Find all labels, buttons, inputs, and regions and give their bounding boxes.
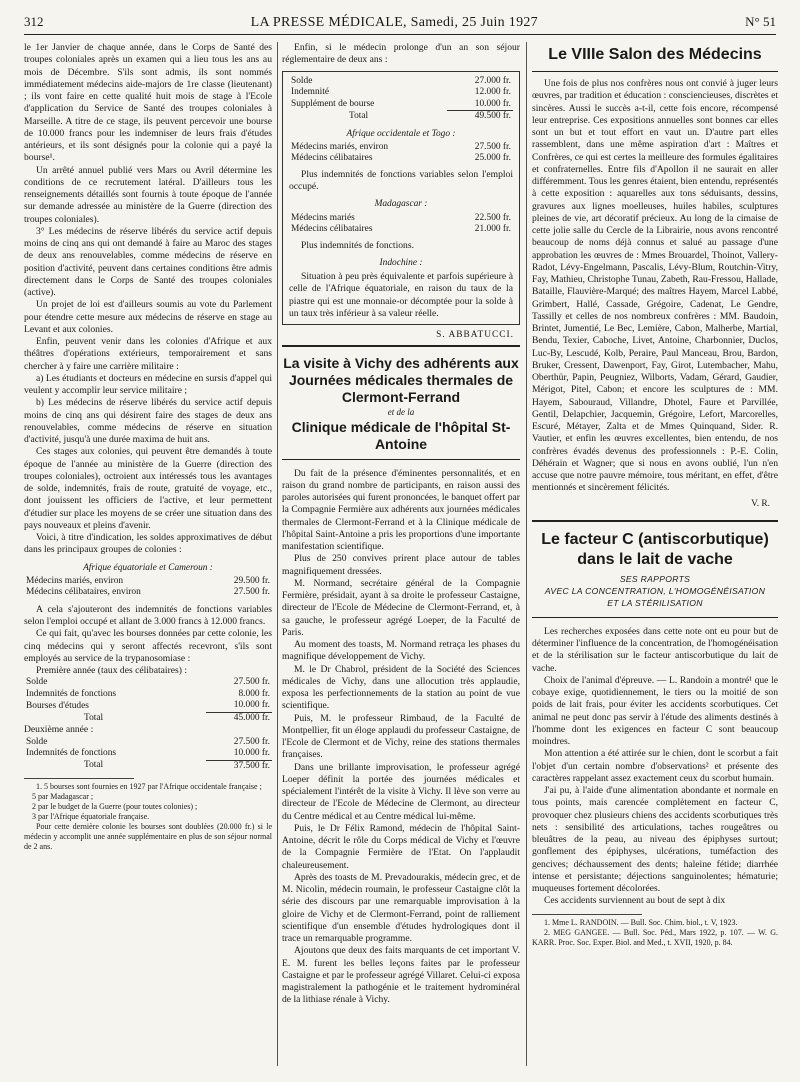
- row-value: 27.500 fr.: [233, 736, 270, 747]
- article-subtitle-line: SES RAPPORTS: [619, 573, 691, 584]
- paragraph: b) Les médecins de réserve libérés du service actif depuis moins de cinq ans qui désirent faire des stages de deux ans renouvelables, comme médecins de réserve en situation d'activité, jusqu'à une durée maxima de huit ans.: [24, 397, 272, 445]
- row-label: Indemnités de fonctions: [26, 748, 117, 759]
- paragraph: Au moment des toasts, M. Normand retraça les phases du magnifique développement de Vichy.: [282, 639, 520, 663]
- row-value: 12.000 fr.: [474, 87, 511, 97]
- table-title: Madagascar :: [374, 199, 428, 210]
- paragraph: a) Les étudiants et docteurs en médecine en sursis d'appel qui veulent y accomplir leur service militaire ;: [24, 372, 272, 396]
- table-row: [24, 748, 272, 760]
- footnote: 1. 5 bourses sont fournies en 1927 par l'Afrique occidentale française ;: [36, 782, 262, 791]
- paragraph: Choix de l'animal d'épreuve. — L. Randoin a montré¹ que le cobaye exige, quotidiennement, le tiers ou la moitié de son poids de lait frais, pour éviter les accidents scorbutiques. Cet animal ne peut donc pas servir à l'étude des aliments destinés à l'homme dont les exigences en facteur C sont beaucoup moindres.: [532, 674, 778, 747]
- total-label: Total: [84, 760, 104, 771]
- table-row: [24, 700, 272, 712]
- year2-label: Deuxième année :: [24, 724, 94, 736]
- paragraph: Dans une brillante improvisation, le professeur agrégé Loeper définit la portée des journées médicales et spécialement l'intérêt de la visite à Vichy. Il lève son verre au directeur de l'Ecole de Médecine de Clermont, au directeur du Centre médical et au Centre médical lui-même.: [282, 761, 520, 822]
- footnote: 1. Mme L. RANDOIN. — Bull. Soc. Chim. biol., t. V, 1923.: [544, 917, 738, 927]
- footnote: 3 par l'Afrique équatoriale française.: [32, 812, 150, 821]
- paragraph: Ces stages aux colonies, qui peuvent être demandés à toute époque de l'année au ministère de la Guerre (direction des troupes coloniales), octroient aux intéressés tous les avantages de solde, indemnités, frais de route, gratuité de voyage, etc., dont jouissent les officiers de l'active, et leur permettent d'étudier sur place les moyens de se créer une situation dans des pays nouveaux et pleins d'avenir.: [24, 446, 272, 531]
- article-title: Le facteur C (antiscorbutique) dans le lait de vache: [541, 530, 769, 568]
- paragraph: Mon attention a été attirée sur le chien, dont le scorbut a fait l'objet d'un certain nombre d'observations² et présente des caractères rappelant assez exactement ceux du scorbut humain.: [532, 748, 778, 784]
- row-value: 27.500 fr.: [233, 587, 270, 598]
- footnote-rule: [24, 778, 134, 779]
- column-divider: [526, 42, 527, 1066]
- paragraph: Un projet de loi est d'ailleurs soumis au vote du Parlement pour étendre cette mesure aux médecins de réserve en stage au Levant et aux colonies.: [24, 299, 272, 335]
- divider: [532, 617, 778, 618]
- table-row: [289, 99, 513, 111]
- salary-table-extension: [289, 76, 513, 123]
- total-value: 45.000 fr.: [206, 712, 272, 724]
- paragraph: Un arrêté annuel publié vers Mars ou Avril détermine les conditions de ce recrutement latéral. D'ailleurs tous les renseignements détaillés sont fournis à toute époque de l'année sur demande adressée au ministère de la Guerre (direction des troupes coloniales).: [24, 164, 272, 225]
- table-row: [24, 576, 272, 588]
- paragraph: Enfin, si le médecin prolonge d'un an son séjour réglementaire de deux ans :: [282, 42, 520, 66]
- salary-box: [282, 71, 520, 326]
- table-row: [24, 677, 272, 689]
- row-label: Médecins célibataires: [291, 153, 373, 164]
- article-title: La visite à Vichy des adhérents aux Journées médicales thermales de Clermont-Ferrand: [283, 355, 519, 406]
- paragraph: M. Normand, secrétaire général de la Compagnie Fermière, présidait, ayant à sa droite le professeur Castaigne, directeur de l'Ecole de Médecine de Clermont-Ferrand, et, à sa gauche, le professeur agrégé Loeper, de la Faculté de Paris.: [282, 577, 520, 638]
- paragraph: Ajoutons que deux des faits marquants de cet important V. E. M. furent les belles leçons faites par le professeur Castaigne et par le professeur agrégé Villaret. Celui-ci exposa magistralement la pathogénie et le traitement hydrominéral de la lithiase rénale à Vichy.: [282, 945, 520, 1006]
- article-subtitle-line: ET LA STÉRILISATION: [607, 597, 703, 608]
- article-subtitle-line: AVEC LA CONCENTRATION, L'HOMOGÉNÉISATION: [544, 585, 766, 596]
- paragraph: 3° Les médecins de réserve libérés du service actif depuis moins de cinq ans qui ont demandé à faire au Maroc des stages de deux ans renouvelables, comme médecins de réserve en position d'activité, peuvent dans certaines conditions être admis directement dans le Corps de Santé des troupes coloniales (active).: [24, 225, 272, 298]
- table-row: [289, 224, 513, 236]
- row-value: 25.000 fr.: [474, 153, 511, 164]
- row-value: 8.000 fr.: [238, 688, 270, 699]
- paragraph: Voici, à titre d'indication, les soldes approximatives de début dans les principaux groupes de colonies :: [24, 532, 272, 556]
- page-number: 312: [24, 14, 44, 29]
- row-value: 10.000 fr.: [233, 748, 270, 758]
- paragraph: Puis, le Dr Félix Ramond, médecin de l'hôpital Saint-Antoine, décrit le rôle du Corps médical de Vichy et l'œuvre de la Compagnie Fermière de l'Etat. On l'applaudit chaleureusement.: [282, 822, 520, 871]
- total-row: [24, 712, 272, 724]
- total-label: Total: [349, 110, 369, 121]
- facteur-article-heading: [532, 520, 778, 609]
- row-value: 27.000 fr.: [474, 75, 511, 86]
- row-label: Médecins mariés: [291, 212, 355, 223]
- row-value: 27.500 fr.: [233, 677, 270, 688]
- row-label: Médecins célibataires: [291, 224, 373, 234]
- table-row: [24, 587, 272, 599]
- table-row: [289, 153, 513, 165]
- table-title: Indochine :: [379, 257, 423, 268]
- paragraph: Plus de 250 convives prirent place autour de tables magnifiquement dressées.: [282, 553, 520, 577]
- footnote: Pour cette dernière colonie les bourses sont doublées (20.000 fr.) si le médecin y accomplit une année supplémentaire en plus de son séjour normal de 2 ans.: [24, 822, 272, 851]
- salary-table-year2: [24, 737, 272, 773]
- row-value: 27.500 fr.: [474, 141, 511, 152]
- paragraph: Les recherches exposées dans cette note ont eu pour but de déterminer l'influence de la concentration, de l'homogénéisation et de la stérilisation sur le facteur antiscorbutique du lait de vache.: [532, 625, 778, 674]
- page-header: [24, 14, 776, 35]
- row-label: Bourses d'études: [26, 700, 89, 711]
- total-label: Total: [84, 712, 104, 723]
- paragraph: le 1er Janvier de chaque année, dans le Corps de Santé des troupes coloniales après un examen qui a lieu tous les ans au mois de Décembre. S'ils sont admis, ils sont nommés immédiatement médecins aide-majors de 1re classe (lieutenant) ; ils vont faire en cette qualité huit mois de stage à l'Ecole d'application du Service de Santé des troupes coloniales à Marseille. A titre de ce stage, ils peuvent percevoir une bourse de 10.000 francs pour les indemniser de leurs frais d'études antérieurs, et ils sont désignés pour la colonie qui a payé la bourse¹.: [24, 42, 272, 164]
- journal-title: LA PRESSE MÉDICALE, Samedi, 25 Juin 1927: [250, 15, 538, 30]
- row-label: Médecins mariés, environ: [26, 575, 124, 586]
- column-2: [282, 42, 520, 1007]
- total-row: [24, 760, 272, 772]
- table-row: [24, 689, 272, 701]
- total-value: 37.500 fr.: [206, 760, 272, 772]
- column-3: [532, 42, 778, 948]
- row-label: Indemnités de fonctions: [26, 688, 117, 699]
- author-signature: V. R.: [751, 498, 770, 509]
- table-row: [289, 76, 513, 88]
- paragraph: M. le Dr Chabrol, président de la Société des Sciences médicales de Vichy, dans une allocution très applaudie, exposa les perfectionnements de la station au point de vue scientifique.: [282, 663, 520, 712]
- total-value: 49.500 fr.: [447, 111, 513, 123]
- footnote: 5 par Madagascar ;: [32, 792, 94, 801]
- table-row: [289, 213, 513, 225]
- paragraph: Du fait de la présence d'éminentes personnalités, et en raison du grand nombre de participants, en raison aussi des paroles autorisées qui furent prononcées, le banquet offert par la Compagnie Fermière aux adhérents aux journées médicales thermales de Clermont-Ferrand et à la Clinique médicale de l'hôpital Saint-Antoine a pris les proportions d'une importante manifestation scientifique.: [282, 467, 520, 552]
- footnote: 2. MEG GANGEE. — Bull. Soc. Péd., Mars 1922, p. 107. — W. G. KARR. Proc. Soc. Exper. Biol. and Med., t. XVII, 1920, p. 84.: [532, 927, 778, 947]
- row-label: Médecins mariés, environ: [291, 141, 389, 152]
- paragraph: A cela s'ajouteront des indemnités de fonctions variables selon l'emploi occupé et allant de 3.000 francs à 12.000 francs.: [24, 603, 272, 627]
- paragraph: Situation à peu près équivalente et parfois supérieure à celle de l'Afrique équatoriale, en raison du taux de la piastre qui est une monnaie-or décomptée pour la solde à un taux très inférieur à sa valeur réelle.: [289, 271, 513, 319]
- row-label: Indemnité: [291, 87, 330, 97]
- column-1: [24, 42, 272, 852]
- footnote: 2 par le budget de la Guerre (pour toutes colonies) ;: [32, 802, 198, 811]
- salary-table-madagascar: [289, 213, 513, 236]
- paragraph: Puis, M. le professeur Rimbaud, de la Faculté de Montpellier, fit un éloge applaudi du professeur Castaigne, de l'Ecole de Clermont et de Vichy, reine des stations thermales françaises.: [282, 712, 520, 761]
- paragraph: Une fois de plus nos confrères nous ont convié à juger leurs œuvres, par tradition et éducation : consciencieuses, discrètes et sincères. Aussi le succès a-t-il, cette fois encore, récompensé leur entreprise. Ces expositions annuelles sont bonnes car elles sont un but et tout effort en vaut un. D'autre part elles rassemblent, dans une même aspiration d'art : Maîtres et Confrères, ce qui est certes la meilleure des formules égalitaires et confraternelles. Entre fils d'Apollon il ne saurait en aller différemment. Tous les genres étaient, bien entendu, représentés à cette exposition : aquarelles aux tons séduisants, dessins, gravures aux lignes moelleuses, huiles habiles, sculptures pleines de vie, art décoratif précieux. Au long de la cimaise de cette jolie salle du Cercle de la Librairie, nous avons rencontré beaucoup de noms déjà connus et salué au passage d'une approbation les œuvres de : Mmes Brouardel, Thoinot, Vallery-Radot, Lévy-Engelmann, Pascalis, Lévy-Blum, Routchin-Vitry, Fay, Mathieu, Christophe Tunau, Zabeth, Rau-Fressou, Hallade, Bataille, Flauvière-Marqué; des maîtres Hayem, Marcel Labbé, Grimbert, Hallé, Cassade, Grégoire, Cadenat, Le Gendre, Tassilly et celles de nos nombreux confrères : MM. Baudoin, Brintet, Jumentié, Le Bec, Lemière, Cabon, Malherbe, Martial, Bendu, Texier, Caboche, Livet, Antoine, Charbonnier, Duclos, Luc-By, Lescudé, Kolb, Peraire, Paul Manceau, Brou, Bardon, Bruker, Cressent, Dawenport, Fay, Girot, Lutembacher, Mahu, Oberthür, Papin, Peugniez, Wilborts, Vadam, Gérard, Gaudier, Mérigot, Pitel, Cabon; et encore les sculptures de : MM. Hayem, Sabouraud, Villandre, Dhotel, Faure et Parvillée, Gentil, Delapchier, Jacquemin, Grégoire, Lefort, Marcorelles, Escuré, Métayer, Zalta et de Mmes Quinquand, Sider. R. Vautier, et enfin les œuvres excellentes, bien entendu, de nos confrères évadés devenus des professionnels : P.-E. Colin, Déhérain et Wagner; que si nous en avons oublié, l'un n'en accuse que notre pauvre mémoire, tous méritant, en effet, d'être mentionnés et sincèrement félicités.: [532, 78, 778, 494]
- row-label: Solde: [26, 677, 48, 688]
- row-value: 22.500 fr.: [474, 212, 511, 223]
- row-value: 29.500 fr.: [233, 575, 270, 586]
- author-signature: S. ABBATUCCI.: [436, 330, 514, 340]
- article-subtitle: Clinique médicale de l'hôpital St-Antoine: [291, 418, 511, 452]
- paragraph: Première année (taux des célibataires) :: [36, 665, 188, 676]
- column-divider: [277, 42, 278, 1066]
- paragraph: Plus indemnités de fonctions variables selon l'emploi occupé.: [289, 168, 513, 192]
- paragraph: Ce qui fait, qu'avec les bourses données par cette colonie, les cinq médecins qui y seront affectés recevront, s'ils sont employés au service de la trypanosomiase :: [24, 628, 272, 664]
- salary-table-aof: [289, 142, 513, 165]
- row-label: Solde: [26, 736, 48, 747]
- row-value: 10.000 fr.: [233, 700, 270, 711]
- row-label: Médecins célibataires, environ: [26, 587, 141, 598]
- vichy-article-heading: [282, 345, 520, 459]
- table-title: Afrique équatoriale et Cameroun :: [83, 562, 213, 573]
- issue-number: N° 51: [745, 14, 776, 29]
- paragraph: J'ai pu, à l'aide d'une alimentation abondante et normale en tous points, mais carencée complètement en facteur C, provoquer chez plusieurs chiens des accidents scorbutiques très nets : sensibilité des articulations, taches rougeâtres ou bleuâtres de la peau, au niveau des épiphyses surtout; gonflement des épiphyses, ulcérations, tuméfaction des gencives; déchaussement des dents; haleine fétide; diarrhée intense et persistante; déjections sanguinolentes; hématurie; muqueuses fortement décolorées.: [532, 785, 778, 894]
- table-row: [289, 87, 513, 99]
- salon-article-title: Le VIIIe Salon des Médecins: [532, 42, 778, 72]
- table-row: [289, 142, 513, 154]
- salary-table-year1: [24, 677, 272, 724]
- paragraph: Après des toasts de M. Prevadourakis, médecin grec, et de M. Nicolin, médecin roumain, le professeur Castaigne clôt la série des discours par une remarquable improvisation à la gloire de Vichy et de Clermont-Ferrand, point de ralliement scientifique d'un ensemble d'études hydrologiques dont il trace un remarquable programme.: [282, 871, 520, 944]
- table-title: Afrique occidentale et Togo :: [346, 128, 456, 139]
- row-value: 21.000 fr.: [474, 224, 511, 234]
- table-row: [24, 737, 272, 749]
- total-row: [289, 111, 513, 123]
- footnote-rule: [532, 914, 642, 915]
- row-value: 10.000 fr.: [474, 98, 511, 109]
- row-label: Solde: [291, 75, 313, 86]
- paragraph: Ces accidents surviennent au bout de sept à dix: [544, 895, 726, 907]
- paragraph: Plus indemnités de fonctions.: [301, 239, 414, 251]
- salary-table-aef: [24, 576, 272, 599]
- article-title-connector: et de la: [387, 407, 415, 418]
- paragraph: Enfin, peuvent venir dans les colonies d'Afrique et aux théâtres d'opérations extérieurs, temporairement et sans chercher à y faire une carrière militaire :: [24, 336, 272, 372]
- row-label: Supplément de bourse: [291, 98, 375, 109]
